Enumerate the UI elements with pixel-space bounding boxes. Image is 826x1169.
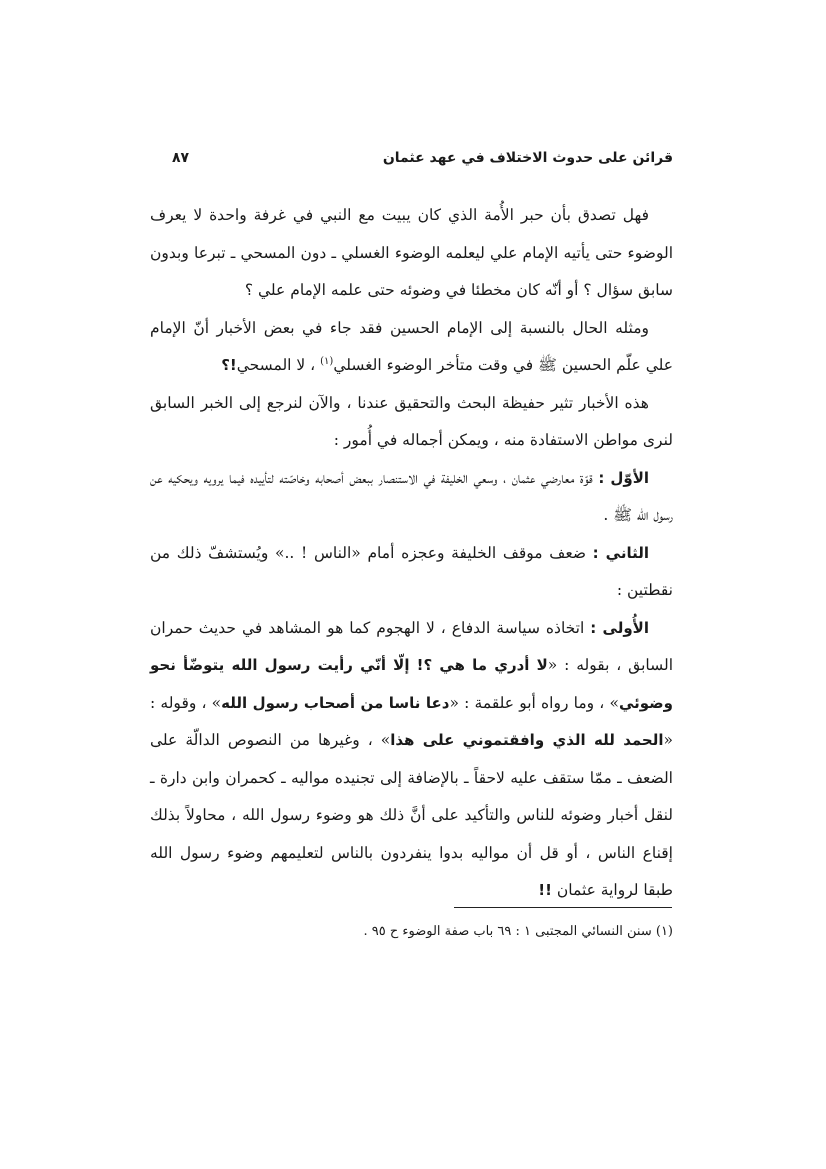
point-label-first: الأوّل : [598,468,649,487]
footnote: (١) سنن النسائي المجتبى ١ : ٦٩ باب صفة الوضوء ح ٩٥ . [363,924,673,939]
quote-bold: الحمد لله الذي وافقتموني على هذا [390,731,664,749]
paragraph-2: ومثله الحال بالنسبة إلى الإمام الحسين فقد جاء في بعض الأخبار أنّ الإمام علي علّم الحسين ﷺ في وقت متأخر الوضوء الغسلي$^{(١)}$ ، لا المسحي!؟ [150,318,673,374]
quote-bold: دعا ناسا من أصحاب رسول الله [221,693,450,712]
point-label-sub-first: الأُولى : [590,618,649,637]
point-label-second: الثاني : [592,543,649,562]
paragraph-4: الأوّل : قوّة معارضي عثمان ، وسعي الخليفة في الاستنصار ببعض أصحابه وخاصّته لتأييده فيما يرويه ويحكيه عن رسول الله ﷺ . [150,468,673,524]
honorific-symbol: ﷺ [538,356,557,374]
running-header [150,150,673,176]
quote-bold: لا أدري ما هي ؟! إلّا أنّي رأيت رسول الله يتوضّأ نحو وضوئي [150,656,673,712]
footnote-reference: (١) [320,355,334,367]
body-text [150,197,673,910]
paragraph-6: الأُولى : اتخاذه سياسة الدفاع ، لا الهجوم كما هو المشاهد في حديث حمران السابق ، بقوله : «لا أدري ما هي ؟! إلّا أنّي رأيت رسول الله يتوضّأ نحو وضوئي» ، وما رواه أبو علقمة : «دعا ناسا من أصحاب رسول الله» ، وقوله : «الحمد لله الذي وافقتموني على هذا» ، وغيرها من النصوص الدالّة على الضعف ـ ممّا ستقف عليه لاحقاً ـ بالإضافة إلى تجنيده مواليه ـ كحمران وابن دارة ـ لنقل أخبار وضوئه للناس والتأكيد على أنَّ ذلك هو وضوء رسول الله ، محاولاً بذلك إقناع الناس ، أو قل أن مواليه بدوا ينفردون بالناس لتعليمهم وضوء رسول الله طبقا لرواية عثمان !! [150,618,673,899]
paragraph-3: هذه الأخبار تثير حفيظة البحث والتحقيق عندنا ، والآن لنرجع إلى الخبر السابق لنرى مواطن الاستفادة منه ، ويمكن أجماله في أُمور : [150,393,673,449]
chapter-title: قرائن على حدوث الاختلاف في عهد عثمان [382,150,673,166]
paragraph-5: الثاني : ضعف موقف الخليفة وعجزه أمام «الناس ! ..» ويُستشفّ ذلك من نقطتين : [150,543,673,599]
honorific-symbol: ﷺ [613,506,632,524]
page-number: ٨٧ [172,150,190,166]
paragraph-1: فهل تصدق بأن حبر الأُمة الذي كان يبيت مع النبي في غرفة واحدة لا يعرف الوضوء حتى يأتيه الإمام علي ليعلمه الوضوء الغسلي ـ دون المسحي ـ تبرعا وبدون سابق سؤال ؟ أو أنّه كان مخطئا في وضوئه حتى علمه الإمام علي ؟ [150,206,673,299]
footnote-separator [454,907,672,908]
